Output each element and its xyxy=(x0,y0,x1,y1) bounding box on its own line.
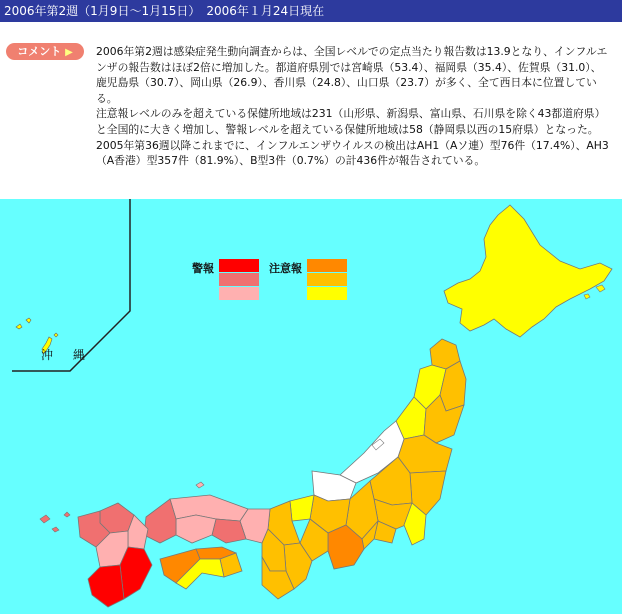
goto-islands xyxy=(40,512,70,532)
tottori-shimane xyxy=(170,495,248,521)
legend-warning-swatch-low xyxy=(219,287,259,300)
oki-islands xyxy=(196,482,204,488)
japan-map xyxy=(0,199,622,614)
comment-paragraph-2: 注意報レベルのみを超えている保健所地域は231（山形県、新潟県、富山県、石川県を除く43都道府県）と全国的に大きく増加し、警報レベルを超えている保健所地域は58（静岡県以西の15府県）となった。 xyxy=(96,107,606,136)
legend-warning-swatch-mid xyxy=(219,273,259,286)
hokkaido xyxy=(444,205,612,337)
okinawa-label: 沖 縄 xyxy=(41,348,93,362)
legend-warning-label: 警報 xyxy=(192,262,214,275)
yamaguchi xyxy=(144,499,176,543)
legend-advisory-swatch-mid xyxy=(307,273,347,286)
comment-badge-label: コメント xyxy=(17,45,62,58)
comment-text xyxy=(96,44,612,169)
legend-advisory-swatch-low xyxy=(307,287,347,300)
kagoshima xyxy=(88,565,124,607)
header-title: 2006年第2週（1月9日〜1月15日） 2006年１月24日現在 xyxy=(4,4,325,18)
comment-badge xyxy=(6,43,84,60)
play-arrow-icon: ▶ xyxy=(65,47,73,58)
comment-paragraph-1: 2006年第2週は感染症発生動向調査からは、全国レベルでの定点当たり報告数は13.9となり、インフルエンザの報告数はほぼ2倍に増加した。都道府県別では宮崎県（53.4）、福岡県（35.4）、佐賀県（31.0）、鹿児島県（30.7）、岡山県（26.9）、香川県（24.8）、山口県（23.7）が多く、全て西日本に位置している。 xyxy=(96,45,608,105)
comment-paragraph-3: 2005年第36週以降これまでに、インフルエンザウイルスの検出はAH1（Aソ連）型76件（17.4%）、AH3（A香港）型357件（81.9%）、B型3件（0.7%）の計436件が報告されている。 xyxy=(96,138,609,168)
miyazaki xyxy=(120,547,152,599)
legend-advisory-label: 注意報 xyxy=(269,262,302,275)
fukui xyxy=(290,495,314,521)
hiroshima xyxy=(176,515,216,543)
legend-advisory-swatch-high xyxy=(307,259,347,272)
page-header xyxy=(0,0,622,22)
legend-warning-swatch-high xyxy=(219,259,259,272)
okayama xyxy=(212,519,246,543)
